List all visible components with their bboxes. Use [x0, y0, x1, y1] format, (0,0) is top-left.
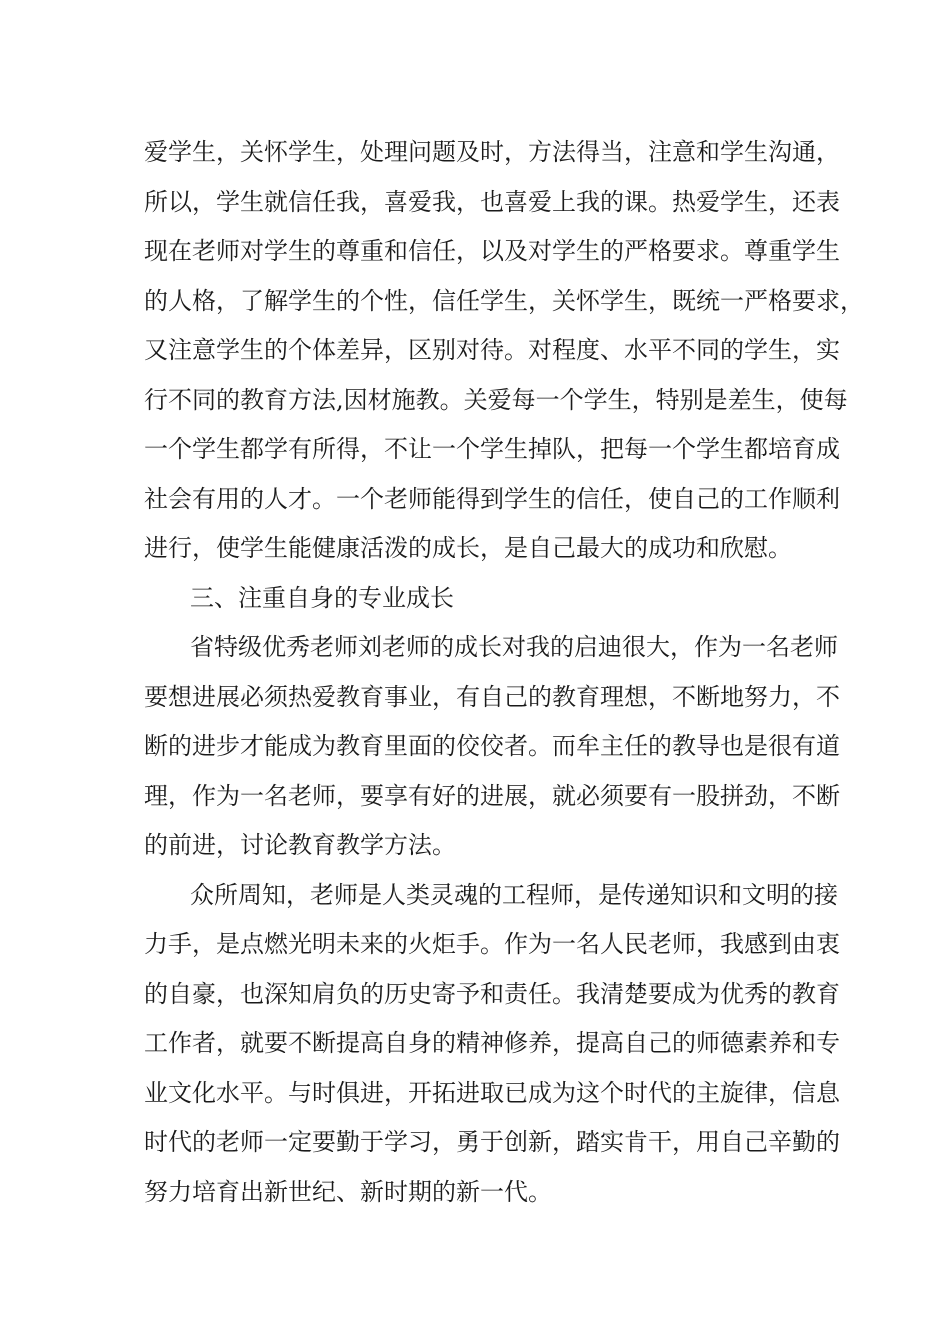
paragraph-line: 所以，学生就信任我，喜爱我，也喜爱上我的课。热爱学生，还表 [144, 187, 840, 216]
paragraph-line: 一个学生都学有所得，不让一个学生掉队，把每一个学生都培育成 [144, 435, 840, 463]
paragraph-line: 又注意学生的个体差异，区别对待。对程度、水平不同的学生，实 [144, 336, 840, 364]
paragraph-first-line: 众所周知，老师是人类灵魂的工程师，是传递知识和文明的接 [190, 880, 838, 909]
document-body [144, 128, 864, 1217]
paragraph-line: 的人格，了解学生的个性，信任学生，关怀学生，既统一严格要求， [144, 286, 864, 315]
paragraph-line: 断的进步才能成为教育里面的佼佼者。而牟主任的教导也是很有道 [144, 732, 840, 760]
paragraph-line: 爱学生，关怀学生，处理问题及时，方法得当，注意和学生沟通， [144, 138, 840, 166]
paragraph-line: 工作者，就要不断提高自身的精神修养，提高自己的师德素养和专 [144, 1029, 840, 1057]
paragraph-line: 现在老师对学生的尊重和信任，以及对学生的严格要求。尊重学生 [144, 237, 840, 265]
paragraph-line: 进行，使学生能健康活泼的成长，是自己最大的成功和欣慰。 [144, 534, 792, 562]
paragraph-line: 业文化水平。与时俱进，开拓进取已成为这个时代的主旋律，信息 [144, 1078, 840, 1107]
paragraph-line: 理，作为一名老师，要享有好的进展，就必须要有一股拼劲，不断 [144, 781, 840, 810]
paragraph-line: 时代的老师一定要勤于学习，勇于创新，踏实肯干，用自己辛勤的 [144, 1128, 840, 1156]
paragraph-line: 社会有用的人才。一个老师能得到学生的信任，使自己的工作顺利 [144, 484, 840, 513]
paragraph-line: 的自豪，也深知肩负的历史寄予和责任。我清楚要成为优秀的教育 [144, 979, 840, 1008]
paragraph-line: 力手，是点燃光明未来的火炬手。作为一名人民老师，我感到由衷 [144, 930, 840, 958]
paragraph-line: 的前进，讨论教育教学方法。 [144, 831, 456, 859]
section-heading: 三、注重自身的专业成长 [190, 583, 454, 612]
paragraph-line: 要想进展必须热爱教育事业，有自己的教育理想，不断地努力，不 [144, 682, 840, 711]
paragraph-first-line: 省特级优秀老师刘老师的成长对我的启迪很大，作为一名老师 [190, 633, 838, 661]
paragraph-line: 行不同的教育方法,因材施教。关爱每一个学生，特别是差生，使每 [144, 385, 848, 414]
paragraph-line: 努力培育出新世纪、新时期的新一代。 [144, 1177, 552, 1206]
